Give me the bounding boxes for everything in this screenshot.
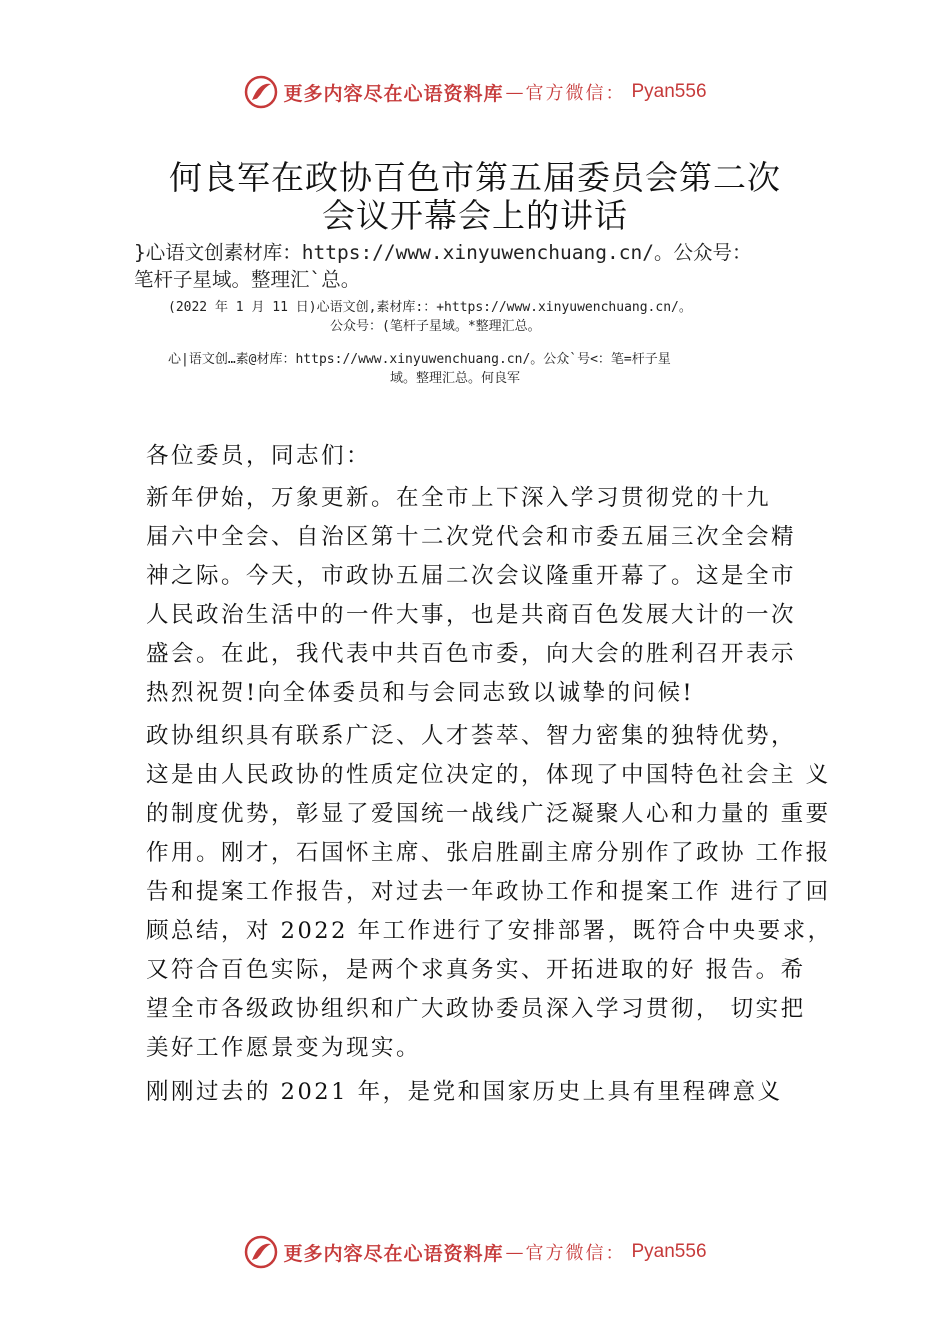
banner-separator: —: [505, 81, 524, 103]
body-line: 神之际。今天，市政协五届二次会议隆重开幕了。这是全市: [146, 563, 797, 589]
author-line-1: 心|语文创…素@材库：https://www.xinyuwenchuang.cn/。公众`号<：笔=杆子星: [168, 352, 671, 367]
logo-icon: [243, 74, 279, 110]
logo-icon: [243, 1234, 279, 1270]
banner-slogan: 更多内容尽在心语资料库: [283, 82, 504, 105]
body-line: 热烈祝贺!向全体委员和与会同志致以诚挚的问候!: [146, 680, 695, 706]
footer-banner: [0, 1232, 950, 1272]
banner-separator: —: [505, 1241, 524, 1263]
banner-wechat-id: Pyan556: [631, 81, 707, 102]
body-line: 新年伊始，万象更新。在全市上下深入学习贯彻党的十九: [146, 485, 772, 511]
body-line: 政协组织具有联系广泛、人才荟萃、智力密集的独特优势，: [146, 723, 797, 749]
document-title-line-2: 会议开幕会上的讲话: [322, 196, 628, 235]
watermark-line-2: 笔杆子星域。整理汇`总。: [134, 268, 361, 291]
body-line: 美好工作愿景变为现实。: [146, 1035, 422, 1061]
body-line: 顾总结，对 2022 年工作进行了安排部署，既符合中央要求，: [146, 918, 833, 944]
body-line: 告和提案工作报告，对过去一年政协工作和提案工作 进行了回: [146, 879, 831, 905]
header-banner: [0, 72, 950, 112]
banner-wechat-id: Pyan556: [631, 1241, 707, 1262]
banner-slogan: 更多内容尽在心语资料库: [283, 1242, 504, 1265]
watermark-line-1: }心语文创素材库：https://www.xinyuwenchuang.cn/。公众号：: [134, 241, 752, 264]
author-line-2: 域。整理汇总。何良军: [390, 371, 521, 386]
date-line-2: 公众号：(笔杆子星域。*整理汇总。: [330, 319, 541, 334]
body-line: 望全市各级政协组织和广大政协委员深入学习贯彻， 切实把: [146, 996, 806, 1022]
body-line: 刚刚过去的 2021 年，是党和国家历史上具有里程碑意义: [146, 1079, 783, 1105]
body-line: 的制度优势，彰显了爱国统一战线广泛凝聚人心和力量的 重要: [146, 801, 831, 827]
body-line: 盛会。在此，我代表中共百色市委，向大会的胜利召开表示: [146, 641, 797, 667]
body-line: 作用。刚才，石国怀主席、张启胜副主席分别作了政协 工作报: [146, 840, 831, 866]
body-line: 又符合百色实际，是两个求真务实、开拓进取的好 报告。希: [146, 957, 806, 983]
document-title-line-1: 何良军在政协百色市第五届委员会第二次: [169, 158, 781, 197]
body-line: 人民政治生活中的一件大事，也是共商百色发展大计的一次: [146, 602, 797, 628]
body-line: 届六中全会、自治区第十二次党代会和市委五届三次全会精: [146, 524, 797, 550]
salutation: 各位委员，同志们：: [146, 443, 372, 469]
banner-wechat-label: 官方微信：: [525, 83, 626, 104]
body-line: 这是由人民政协的性质定位决定的，体现了中国特色社会主 义: [146, 762, 831, 788]
date-line-1: (2022 年 1 月 11 日)心语文创,素材库:：+https://www.xinyuwenchuang.cn/。: [168, 300, 692, 315]
banner-wechat-label: 官方微信：: [525, 1243, 626, 1264]
